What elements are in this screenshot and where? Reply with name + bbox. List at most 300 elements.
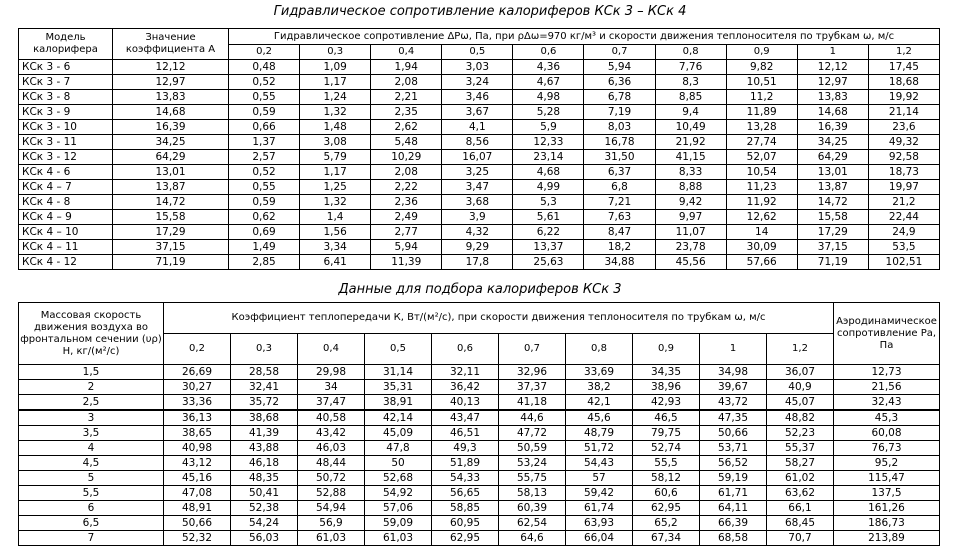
col-header-heat-group: Коэффициент теплопередачи К, Вт/(м²/с), при скорости движения теплоносителя по трубкам ω, м/с xyxy=(164,303,834,334)
heat-coef-cell: 36,13 xyxy=(164,410,231,426)
model-cell: КСк 4 - 12 xyxy=(19,255,113,270)
model-cell: КСк 4 - 8 xyxy=(19,195,113,210)
resistance-cell: 1,09 xyxy=(300,60,371,75)
mass-speed-cell: 7 xyxy=(19,531,164,546)
speed-header: 0,8 xyxy=(655,45,726,60)
heat-coef-cell: 32,41 xyxy=(231,380,298,395)
resistance-cell: 4,32 xyxy=(442,225,513,240)
aero-cell: 60,08 xyxy=(834,426,940,441)
resistance-cell: 12,62 xyxy=(726,210,797,225)
heat-coef-cell: 68,58 xyxy=(700,531,767,546)
heat-coef-cell: 41,39 xyxy=(231,426,298,441)
resistance-cell: 17,29 xyxy=(797,225,868,240)
resistance-cell: 102,51 xyxy=(868,255,939,270)
heat-coef-cell: 37,37 xyxy=(499,380,566,395)
heat-coef-cell: 46,5 xyxy=(633,410,700,426)
heat-coef-cell: 32,96 xyxy=(499,365,566,380)
model-cell: КСк 4 – 10 xyxy=(19,225,113,240)
resistance-cell: 2,21 xyxy=(371,90,442,105)
heat-coef-cell: 34 xyxy=(298,380,365,395)
table2-title: Данные для подбора калориферов КСк 3 xyxy=(338,282,622,297)
heat-coef-cell: 51,89 xyxy=(432,456,499,471)
heat-coef-cell: 61,71 xyxy=(700,486,767,501)
speed-header: 0,9 xyxy=(726,45,797,60)
heat-coef-cell: 59,42 xyxy=(566,486,633,501)
table-row xyxy=(19,365,940,380)
heat-coef-cell: 45,09 xyxy=(365,426,432,441)
heat-coef-cell: 31,14 xyxy=(365,365,432,380)
table-row xyxy=(19,516,940,531)
table-row xyxy=(19,426,940,441)
resistance-cell: 8,85 xyxy=(655,90,726,105)
resistance-cell: 8,3 xyxy=(655,75,726,90)
resistance-cell: 11,07 xyxy=(655,225,726,240)
resistance-cell: 4,67 xyxy=(513,75,584,90)
heat-coef-cell: 67,34 xyxy=(633,531,700,546)
resistance-cell: 8,33 xyxy=(655,165,726,180)
resistance-cell: 1,32 xyxy=(300,195,371,210)
resistance-cell: 11,2 xyxy=(726,90,797,105)
resistance-cell: 5,28 xyxy=(513,105,584,120)
resistance-cell: 0,52 xyxy=(229,75,300,90)
resistance-cell: 5,9 xyxy=(513,120,584,135)
heat-coef-cell: 57 xyxy=(566,471,633,486)
resistance-cell: 11,23 xyxy=(726,180,797,195)
resistance-cell: 2,08 xyxy=(371,75,442,90)
resistance-cell: 11,92 xyxy=(726,195,797,210)
table-row xyxy=(19,456,940,471)
heat-coef-cell: 50,59 xyxy=(499,441,566,456)
aero-cell: 137,5 xyxy=(834,486,940,501)
heat-coef-cell: 56,52 xyxy=(700,456,767,471)
heat-coef-cell: 58,85 xyxy=(432,501,499,516)
heat-coef-cell: 50,72 xyxy=(298,471,365,486)
resistance-cell: 3,24 xyxy=(442,75,513,90)
resistance-cell: 21,14 xyxy=(868,105,939,120)
heat-coef-cell: 53,24 xyxy=(499,456,566,471)
heat-coef-cell: 57,06 xyxy=(365,501,432,516)
resistance-cell: 57,66 xyxy=(726,255,797,270)
speed-header: 0,5 xyxy=(365,334,432,365)
resistance-cell: 13,87 xyxy=(797,180,868,195)
resistance-cell: 0,59 xyxy=(229,195,300,210)
speed-header: 1 xyxy=(700,334,767,365)
resistance-cell: 10,29 xyxy=(371,150,442,165)
speed-header: 0,7 xyxy=(584,45,655,60)
aero-cell: 32,43 xyxy=(834,395,940,411)
resistance-cell: 64,29 xyxy=(797,150,868,165)
heat-coef-cell: 47,8 xyxy=(365,441,432,456)
resistance-cell: 5,48 xyxy=(371,135,442,150)
resistance-cell: 52,07 xyxy=(726,150,797,165)
heat-coef-cell: 50,66 xyxy=(164,516,231,531)
mass-speed-cell: 6 xyxy=(19,501,164,516)
table-row xyxy=(19,410,940,426)
heat-coef-cell: 45,16 xyxy=(164,471,231,486)
resistance-cell: 5,94 xyxy=(584,60,655,75)
resistance-cell: 9,42 xyxy=(655,195,726,210)
resistance-cell: 23,6 xyxy=(868,120,939,135)
resistance-cell: 13,01 xyxy=(797,165,868,180)
heat-coef-cell: 35,72 xyxy=(231,395,298,411)
coef-cell: 37,15 xyxy=(113,240,229,255)
mass-speed-cell: 6,5 xyxy=(19,516,164,531)
heat-coef-cell: 55,5 xyxy=(633,456,700,471)
heat-coef-cell: 54,24 xyxy=(231,516,298,531)
aero-cell: 21,56 xyxy=(834,380,940,395)
heat-coef-cell: 61,03 xyxy=(298,531,365,546)
resistance-cell: 7,21 xyxy=(584,195,655,210)
speed-header: 0,6 xyxy=(432,334,499,365)
model-cell: КСк 3 - 10 xyxy=(19,120,113,135)
table-row xyxy=(19,395,940,411)
heat-coef-cell: 43,47 xyxy=(432,410,499,426)
resistance-cell: 22,44 xyxy=(868,210,939,225)
resistance-cell: 0,52 xyxy=(229,165,300,180)
coef-cell: 14,68 xyxy=(113,105,229,120)
resistance-cell: 1,32 xyxy=(300,105,371,120)
heat-coef-cell: 40,98 xyxy=(164,441,231,456)
resistance-cell: 0,55 xyxy=(229,90,300,105)
mass-speed-cell: 4 xyxy=(19,441,164,456)
heat-coef-cell: 50,66 xyxy=(700,426,767,441)
heat-coef-cell: 29,98 xyxy=(298,365,365,380)
coef-cell: 12,12 xyxy=(113,60,229,75)
resistance-cell: 19,92 xyxy=(868,90,939,105)
heat-coef-cell: 61,74 xyxy=(566,501,633,516)
resistance-cell: 6,78 xyxy=(584,90,655,105)
heat-coef-cell: 40,9 xyxy=(767,380,834,395)
mass-speed-cell: 5 xyxy=(19,471,164,486)
model-cell: КСк 4 – 11 xyxy=(19,240,113,255)
resistance-cell: 12,12 xyxy=(797,60,868,75)
heat-coef-cell: 68,45 xyxy=(767,516,834,531)
heat-coef-cell: 40,13 xyxy=(432,395,499,411)
heat-coef-cell: 47,72 xyxy=(499,426,566,441)
heat-coef-cell: 35,31 xyxy=(365,380,432,395)
table-row xyxy=(19,165,940,180)
heat-coef-cell: 55,37 xyxy=(767,441,834,456)
resistance-cell: 2,22 xyxy=(371,180,442,195)
resistance-cell: 4,99 xyxy=(513,180,584,195)
resistance-cell: 9,4 xyxy=(655,105,726,120)
resistance-cell: 2,08 xyxy=(371,165,442,180)
heat-coef-cell: 38,65 xyxy=(164,426,231,441)
resistance-cell: 9,82 xyxy=(726,60,797,75)
resistance-cell: 53,5 xyxy=(868,240,939,255)
resistance-cell: 2,77 xyxy=(371,225,442,240)
resistance-cell: 4,1 xyxy=(442,120,513,135)
heat-coef-cell: 43,42 xyxy=(298,426,365,441)
table-row xyxy=(19,501,940,516)
resistance-cell: 3,08 xyxy=(300,135,371,150)
model-cell: КСк 4 – 9 xyxy=(19,210,113,225)
col-header-group: Гидравлическое сопротивление ΔPω, Па, при ρΔω=970 кг/м³ и скорости движения теплоносителя по трубкам ω, м/с xyxy=(229,29,940,45)
table-row xyxy=(19,195,940,210)
heat-coef-cell: 55,75 xyxy=(499,471,566,486)
table-row xyxy=(19,105,940,120)
resistance-cell: 1,17 xyxy=(300,75,371,90)
speed-header: 0,3 xyxy=(231,334,298,365)
heat-coef-cell: 39,67 xyxy=(700,380,767,395)
mass-speed-cell: 5,5 xyxy=(19,486,164,501)
resistance-cell: 25,63 xyxy=(513,255,584,270)
col-header-coef: Значение коэффициента А xyxy=(113,29,229,60)
heat-coef-cell: 26,69 xyxy=(164,365,231,380)
resistance-cell: 3,9 xyxy=(442,210,513,225)
heat-coef-cell: 61,02 xyxy=(767,471,834,486)
heat-coef-cell: 48,35 xyxy=(231,471,298,486)
resistance-cell: 4,98 xyxy=(513,90,584,105)
resistance-cell: 12,97 xyxy=(797,75,868,90)
resistance-cell: 30,09 xyxy=(726,240,797,255)
speed-header: 1,2 xyxy=(868,45,939,60)
heat-coef-cell: 54,43 xyxy=(566,456,633,471)
resistance-cell: 7,76 xyxy=(655,60,726,75)
resistance-cell: 10,49 xyxy=(655,120,726,135)
resistance-cell: 31,50 xyxy=(584,150,655,165)
speed-header: 1 xyxy=(797,45,868,60)
aero-cell: 161,26 xyxy=(834,501,940,516)
resistance-cell: 3,67 xyxy=(442,105,513,120)
heat-coef-cell: 60,95 xyxy=(432,516,499,531)
table-row xyxy=(19,255,940,270)
resistance-cell: 34,25 xyxy=(797,135,868,150)
resistance-cell: 92,58 xyxy=(868,150,939,165)
resistance-cell: 2,85 xyxy=(229,255,300,270)
mass-speed-cell: 4,5 xyxy=(19,456,164,471)
coef-cell: 16,39 xyxy=(113,120,229,135)
col-header-aero: Аэродинамическое сопротивление Ра, Па xyxy=(834,303,940,365)
resistance-cell: 24,9 xyxy=(868,225,939,240)
resistance-cell: 0,59 xyxy=(229,105,300,120)
heat-coef-cell: 36,42 xyxy=(432,380,499,395)
resistance-cell: 0,69 xyxy=(229,225,300,240)
table-row xyxy=(19,60,940,75)
heat-coef-cell: 56,03 xyxy=(231,531,298,546)
heat-coef-cell: 38,2 xyxy=(566,380,633,395)
heat-coef-cell: 43,12 xyxy=(164,456,231,471)
heat-coef-cell: 46,03 xyxy=(298,441,365,456)
heat-coef-cell: 61,03 xyxy=(365,531,432,546)
resistance-cell: 9,97 xyxy=(655,210,726,225)
heat-coef-cell: 62,54 xyxy=(499,516,566,531)
heat-coef-cell: 60,39 xyxy=(499,501,566,516)
heat-coef-cell: 58,12 xyxy=(633,471,700,486)
resistance-cell: 34,88 xyxy=(584,255,655,270)
resistance-cell: 13,28 xyxy=(726,120,797,135)
model-cell: КСк 4 – 7 xyxy=(19,180,113,195)
heat-coef-cell: 65,2 xyxy=(633,516,700,531)
model-cell: КСк 4 - 6 xyxy=(19,165,113,180)
speed-header: 0,6 xyxy=(513,45,584,60)
resistance-cell: 8,88 xyxy=(655,180,726,195)
heat-coef-cell: 43,72 xyxy=(700,395,767,411)
resistance-cell: 71,19 xyxy=(797,255,868,270)
heat-coef-cell: 37,47 xyxy=(298,395,365,411)
heat-coef-cell: 32,11 xyxy=(432,365,499,380)
resistance-cell: 13,37 xyxy=(513,240,584,255)
aero-cell: 45,3 xyxy=(834,410,940,426)
table-row xyxy=(19,225,940,240)
model-cell: КСк 3 - 6 xyxy=(19,60,113,75)
resistance-cell: 18,68 xyxy=(868,75,939,90)
coef-cell: 13,01 xyxy=(113,165,229,180)
resistance-cell: 14,68 xyxy=(797,105,868,120)
heat-coef-cell: 59,19 xyxy=(700,471,767,486)
table-row xyxy=(19,380,940,395)
heat-coef-cell: 45,6 xyxy=(566,410,633,426)
resistance-cell: 8,03 xyxy=(584,120,655,135)
resistance-cell: 45,56 xyxy=(655,255,726,270)
resistance-cell: 6,41 xyxy=(300,255,371,270)
resistance-cell: 3,34 xyxy=(300,240,371,255)
aero-cell: 213,89 xyxy=(834,531,940,546)
speed-header: 0,5 xyxy=(442,45,513,60)
heat-coef-cell: 48,91 xyxy=(164,501,231,516)
heat-coef-cell: 70,7 xyxy=(767,531,834,546)
resistance-cell: 16,78 xyxy=(584,135,655,150)
resistance-cell: 10,51 xyxy=(726,75,797,90)
resistance-cell: 6,36 xyxy=(584,75,655,90)
resistance-cell: 5,61 xyxy=(513,210,584,225)
resistance-cell: 5,79 xyxy=(300,150,371,165)
resistance-cell: 11,89 xyxy=(726,105,797,120)
resistance-cell: 4,36 xyxy=(513,60,584,75)
heat-coef-cell: 64,6 xyxy=(499,531,566,546)
heat-coef-cell: 43,88 xyxy=(231,441,298,456)
resistance-cell: 17,8 xyxy=(442,255,513,270)
mass-speed-cell: 2 xyxy=(19,380,164,395)
resistance-cell: 3,68 xyxy=(442,195,513,210)
resistance-cell: 13,83 xyxy=(797,90,868,105)
resistance-cell: 2,36 xyxy=(371,195,442,210)
table-row xyxy=(19,120,940,135)
speed-header: 0,2 xyxy=(164,334,231,365)
speed-header: 0,4 xyxy=(298,334,365,365)
aero-cell: 186,73 xyxy=(834,516,940,531)
mass-speed-cell: 1,5 xyxy=(19,365,164,380)
resistance-cell: 2,62 xyxy=(371,120,442,135)
model-cell: КСк 3 - 8 xyxy=(19,90,113,105)
resistance-cell: 23,14 xyxy=(513,150,584,165)
heat-coef-cell: 47,08 xyxy=(164,486,231,501)
resistance-cell: 19,97 xyxy=(868,180,939,195)
speed-header: 0,8 xyxy=(566,334,633,365)
resistance-cell: 6,8 xyxy=(584,180,655,195)
heat-coef-cell: 48,44 xyxy=(298,456,365,471)
resistance-cell: 41,15 xyxy=(655,150,726,165)
heat-coef-cell: 66,1 xyxy=(767,501,834,516)
model-cell: КСк 3 - 11 xyxy=(19,135,113,150)
heat-coef-cell: 64,11 xyxy=(700,501,767,516)
resistance-cell: 23,78 xyxy=(655,240,726,255)
heat-coef-cell: 52,32 xyxy=(164,531,231,546)
heat-coef-cell: 47,35 xyxy=(700,410,767,426)
resistance-cell: 5,94 xyxy=(371,240,442,255)
mass-speed-cell: 3 xyxy=(19,410,164,426)
model-cell: КСк 3 - 9 xyxy=(19,105,113,120)
table-row xyxy=(19,471,940,486)
heat-coef-cell: 34,98 xyxy=(700,365,767,380)
resistance-cell: 1,49 xyxy=(229,240,300,255)
resistance-cell: 2,57 xyxy=(229,150,300,165)
table-row xyxy=(19,90,940,105)
heat-coef-cell: 34,35 xyxy=(633,365,700,380)
heat-coef-cell: 42,1 xyxy=(566,395,633,411)
heat-coef-cell: 33,69 xyxy=(566,365,633,380)
heat-coef-cell: 63,93 xyxy=(566,516,633,531)
col-header-model: Модель калорифера xyxy=(19,29,113,60)
resistance-cell: 37,15 xyxy=(797,240,868,255)
resistance-cell: 21,92 xyxy=(655,135,726,150)
resistance-cell: 21,2 xyxy=(868,195,939,210)
heat-coef-cell: 58,27 xyxy=(767,456,834,471)
heat-coef-cell: 56,65 xyxy=(432,486,499,501)
table-row xyxy=(19,180,940,195)
resistance-cell: 18,73 xyxy=(868,165,939,180)
heat-coef-cell: 56,9 xyxy=(298,516,365,531)
resistance-cell: 8,47 xyxy=(584,225,655,240)
coef-cell: 71,19 xyxy=(113,255,229,270)
heat-coef-cell: 33,36 xyxy=(164,395,231,411)
heat-coef-cell: 49,3 xyxy=(432,441,499,456)
resistance-cell: 15,58 xyxy=(797,210,868,225)
resistance-cell: 1,17 xyxy=(300,165,371,180)
heat-coef-cell: 52,68 xyxy=(365,471,432,486)
table-row xyxy=(19,486,940,501)
resistance-cell: 1,25 xyxy=(300,180,371,195)
heat-coef-cell: 54,33 xyxy=(432,471,499,486)
heat-coef-cell: 53,71 xyxy=(700,441,767,456)
resistance-cell: 0,55 xyxy=(229,180,300,195)
resistance-cell: 17,45 xyxy=(868,60,939,75)
resistance-cell: 0,48 xyxy=(229,60,300,75)
resistance-cell: 2,49 xyxy=(371,210,442,225)
heat-coef-cell: 50 xyxy=(365,456,432,471)
table-row xyxy=(19,441,940,456)
resistance-cell: 18,2 xyxy=(584,240,655,255)
resistance-cell: 3,25 xyxy=(442,165,513,180)
speed-header: 1,2 xyxy=(767,334,834,365)
heat-coef-cell: 46,51 xyxy=(432,426,499,441)
resistance-cell: 16,39 xyxy=(797,120,868,135)
heat-coef-cell: 36,07 xyxy=(767,365,834,380)
heat-coef-cell: 44,6 xyxy=(499,410,566,426)
table-row xyxy=(19,210,940,225)
heat-coef-cell: 42,93 xyxy=(633,395,700,411)
resistance-cell: 3,46 xyxy=(442,90,513,105)
resistance-cell: 8,56 xyxy=(442,135,513,150)
table1-title: Гидравлическое сопротивление калориферов КСк 3 – КСк 4 xyxy=(273,4,687,19)
resistance-cell: 5,3 xyxy=(513,195,584,210)
heat-coef-cell: 54,92 xyxy=(365,486,432,501)
table-row xyxy=(19,150,940,165)
heat-coef-cell: 38,68 xyxy=(231,410,298,426)
heat-coef-cell: 38,91 xyxy=(365,395,432,411)
heat-coef-cell: 28,58 xyxy=(231,365,298,380)
heat-transfer-table xyxy=(18,302,940,546)
resistance-cell: 6,37 xyxy=(584,165,655,180)
heat-coef-cell: 42,14 xyxy=(365,410,432,426)
resistance-cell: 4,68 xyxy=(513,165,584,180)
heat-coef-cell: 52,88 xyxy=(298,486,365,501)
resistance-cell: 49,32 xyxy=(868,135,939,150)
coef-cell: 17,29 xyxy=(113,225,229,240)
table-row xyxy=(19,135,940,150)
heat-coef-cell: 58,13 xyxy=(499,486,566,501)
resistance-cell: 0,66 xyxy=(229,120,300,135)
